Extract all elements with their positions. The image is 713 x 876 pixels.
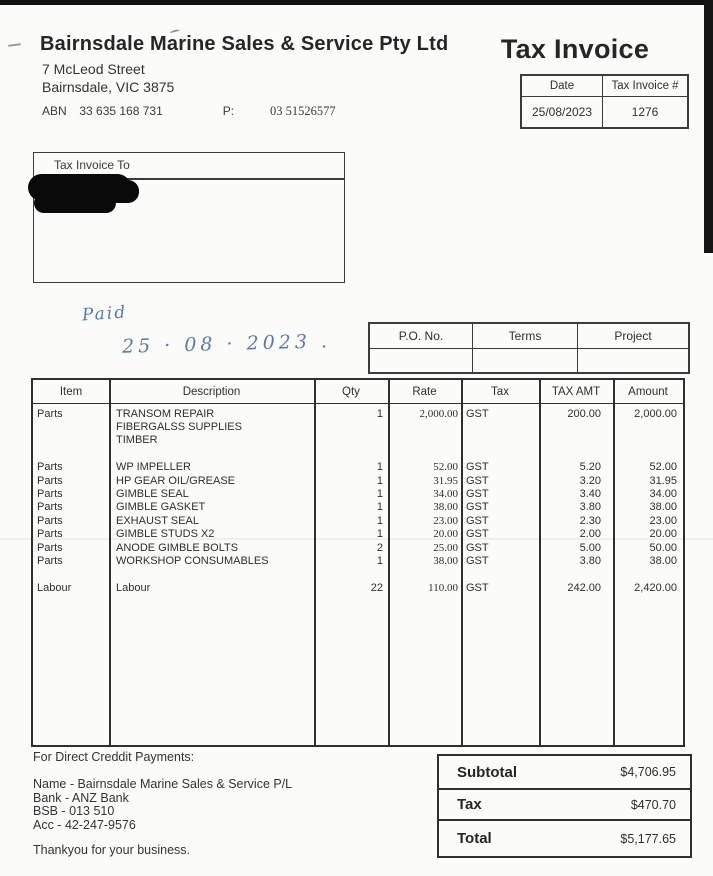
- item-row: [33, 501, 683, 514]
- cell-desc: TIMBER: [116, 434, 158, 447]
- cell-amount: 34.00: [649, 488, 677, 501]
- document-title: Tax Invoice: [500, 34, 650, 64]
- total-row: [439, 821, 690, 856]
- tax-label: Tax: [457, 796, 482, 813]
- cell-item: Parts: [37, 528, 63, 541]
- item-row: [33, 474, 683, 487]
- item-row: [33, 554, 683, 567]
- table-column-divider: [539, 380, 541, 745]
- cell-tax: GST: [466, 474, 489, 487]
- cell-tax: GST: [466, 501, 489, 514]
- cell-desc: WP IMPELLER: [116, 461, 191, 474]
- cell-desc: TRANSOM REPAIR: [116, 407, 215, 420]
- invoice-meta-header-row: [522, 76, 687, 97]
- item-row: [33, 420, 683, 433]
- bill-to-box: [33, 152, 345, 283]
- table-column-divider: [109, 380, 111, 745]
- cell-desc: FIBERGALSS SUPPLIES: [116, 421, 242, 434]
- cell-amount: 23.00: [649, 514, 677, 527]
- invoice-meta-value-row: [522, 97, 687, 127]
- cell-item: Parts: [37, 541, 63, 554]
- payment-name: Name - Bairnsdale Marine Sales & Service P/L: [33, 777, 293, 791]
- table-column-divider: [314, 380, 316, 745]
- cell-tax_amt: 3.40: [579, 488, 601, 501]
- cell-item: Parts: [37, 514, 63, 527]
- cell-desc: GIMBLE STUDS X2: [116, 528, 215, 541]
- cell-desc: HP GEAR OIL/GREASE: [116, 474, 236, 487]
- cell-desc: Labour: [116, 581, 151, 594]
- cell-tax_amt: 200.00: [567, 407, 601, 420]
- payment-bsb: BSB - 013 510: [33, 804, 115, 818]
- cell-desc: GIMBLE GASKET: [116, 501, 206, 514]
- cell-tax: GST: [466, 528, 489, 541]
- cell-tax: GST: [466, 514, 489, 527]
- cell-qty: 1: [376, 554, 383, 567]
- company-name: Bairnsdale Marine Sales & Service Pty Ltd: [40, 33, 449, 55]
- po-empty-row: [370, 349, 688, 372]
- rate-column-header: Rate: [412, 385, 437, 398]
- description-column-header: Description: [182, 385, 241, 398]
- cell-qty: 1: [376, 474, 383, 487]
- totals-box: [437, 754, 692, 858]
- tax-value: $470.70: [630, 797, 676, 812]
- po-no-header: P.O. No.: [370, 324, 473, 348]
- total-value: $5,177.65: [620, 831, 676, 846]
- cell-item: Parts: [37, 554, 63, 567]
- cell-rate: 31.95: [433, 474, 458, 487]
- cell-rate: 2,000.00: [419, 407, 458, 420]
- redaction-blob: [34, 193, 116, 213]
- payment-details-block: [33, 750, 423, 857]
- handwritten-date: 25 · 08 · 2023 .: [121, 330, 332, 358]
- phone-label: P:: [222, 104, 235, 118]
- po-no-value: [370, 349, 473, 372]
- cell-qty: 1: [376, 501, 383, 514]
- cell-rate: 25.00: [433, 541, 458, 554]
- subtotal-label: Subtotal: [457, 763, 517, 781]
- tax-amt-column-header: TAX AMT: [551, 385, 601, 398]
- abn-label: ABN: [42, 104, 67, 118]
- company-address-line2: Bairnsdale, VIC 3875: [42, 79, 175, 95]
- cell-rate: 34.00: [433, 488, 458, 501]
- abn-value: 33 635 168 731: [79, 104, 163, 118]
- scan-artifact-dash: [8, 43, 21, 47]
- item-row: [33, 434, 683, 447]
- scan-edge-right: [704, 0, 713, 253]
- cell-qty: 1: [376, 528, 383, 541]
- item-row: [33, 407, 683, 420]
- table-column-divider: [613, 380, 615, 745]
- items-body: [33, 404, 683, 594]
- handwritten-paid: Paid: [81, 302, 128, 326]
- item-column-header: Item: [59, 385, 83, 398]
- cell-tax_amt: 5.00: [579, 541, 601, 554]
- cell-qty: 2: [376, 541, 383, 554]
- cell-rate: 52.00: [433, 461, 458, 474]
- qty-column-header: Qty: [342, 385, 360, 398]
- cell-item: Parts: [37, 461, 63, 474]
- tax-column-header: Tax: [491, 385, 509, 398]
- subtotal-row: [439, 756, 690, 790]
- cell-qty: 1: [376, 514, 383, 527]
- cell-amount: 50.00: [649, 541, 677, 554]
- cell-item: Parts: [37, 407, 63, 420]
- tax-row: [439, 790, 690, 821]
- invoice-meta-table: [520, 74, 689, 129]
- cell-tax: GST: [466, 461, 489, 474]
- cell-desc: ANODE GIMBLE BOLTS: [116, 541, 239, 554]
- abn-phone-row: [42, 104, 336, 119]
- invoice-number-header: Tax Invoice #: [611, 80, 679, 92]
- cell-rate: 38.00: [433, 501, 458, 514]
- item-row: [33, 581, 683, 594]
- phone-value: 03 51526577: [270, 104, 336, 118]
- cell-amount: 38.00: [649, 554, 677, 567]
- date-value: 25/08/2023: [522, 97, 603, 127]
- cell-tax_amt: 242.00: [567, 581, 601, 594]
- item-row: [33, 528, 683, 541]
- cell-amount: 2,420.00: [634, 581, 677, 594]
- amount-column-header: Amount: [628, 385, 668, 398]
- cell-amount: 20.00: [649, 528, 677, 541]
- cell-desc: EXHAUST SEAL: [116, 514, 199, 527]
- subtotal-value: $4,706.95: [620, 765, 676, 779]
- cell-tax_amt: 2.30: [579, 514, 601, 527]
- payment-acc: Acc - 42-247-9576: [33, 817, 136, 832]
- item-row: [33, 447, 683, 460]
- invoice-number-value: 1276: [631, 105, 659, 119]
- terms-header: Terms: [473, 324, 578, 348]
- cell-desc: GIMBLE SEAL: [116, 488, 189, 501]
- cell-qty: 1: [376, 461, 383, 474]
- items-header-row: [33, 380, 683, 404]
- cell-amount: 38.00: [649, 501, 677, 514]
- cell-tax_amt: 5.20: [579, 461, 601, 474]
- cell-tax: GST: [466, 554, 489, 567]
- cell-rate: 110.00: [428, 581, 458, 594]
- payment-title: For Direct Creddit Payments:: [33, 750, 195, 764]
- cell-qty: 1: [376, 407, 383, 420]
- cell-amount: 31.95: [649, 474, 677, 487]
- item-row: [33, 461, 683, 474]
- item-row: [33, 514, 683, 527]
- cell-rate: 38.00: [433, 554, 458, 567]
- cell-item: Labour: [37, 581, 72, 594]
- cell-rate: 20.00: [433, 528, 458, 541]
- cell-item: Parts: [37, 501, 63, 514]
- company-address-line1: 7 McLeod Street: [42, 61, 145, 77]
- project-header: Project: [614, 329, 652, 343]
- cell-tax: GST: [466, 407, 489, 420]
- cell-item: Parts: [37, 488, 63, 501]
- cell-amount: 2,000.00: [634, 407, 677, 420]
- cell-qty: 1: [376, 488, 383, 501]
- cell-tax_amt: 3.80: [579, 554, 601, 567]
- cell-amount: 52.00: [649, 461, 677, 474]
- cell-qty: 22: [370, 581, 383, 594]
- item-row: [33, 568, 683, 581]
- cell-tax: GST: [466, 581, 489, 594]
- cell-desc: WORKSHOP CONSUMABLES: [116, 554, 269, 567]
- date-header: Date: [522, 76, 603, 96]
- po-terms-project-table: [368, 322, 690, 374]
- po-header-row: [370, 324, 688, 349]
- line-items-table: [31, 378, 685, 747]
- cell-tax_amt: 2.00: [579, 528, 601, 541]
- total-label: Total: [457, 830, 492, 847]
- cell-item: Parts: [37, 474, 63, 487]
- table-column-divider: [461, 380, 463, 745]
- item-row: [33, 541, 683, 554]
- item-row: [33, 487, 683, 500]
- cell-rate: 23.00: [433, 514, 458, 527]
- project-value: [578, 349, 688, 372]
- cell-tax: GST: [466, 488, 489, 501]
- cell-tax_amt: 3.20: [579, 474, 601, 487]
- bill-to-label: Tax Invoice To: [54, 158, 130, 172]
- thanks-message: Thankyou for your business.: [33, 843, 191, 857]
- payment-bank: Bank - ANZ Bank: [33, 790, 129, 805]
- terms-value: [473, 349, 578, 372]
- cell-tax_amt: 3.80: [579, 501, 601, 514]
- cell-tax: GST: [466, 541, 489, 554]
- scan-edge-top: [0, 0, 713, 5]
- table-column-divider: [388, 380, 390, 745]
